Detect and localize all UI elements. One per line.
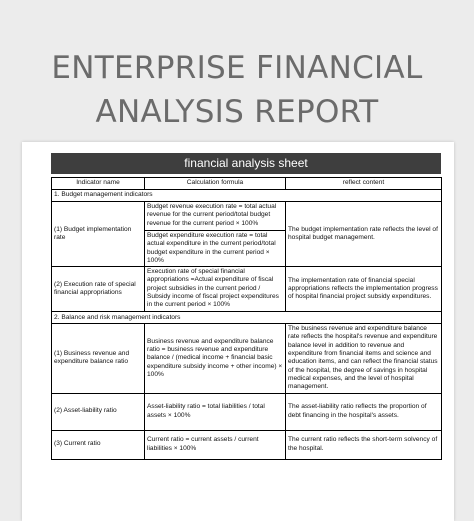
table-row — [52, 430, 442, 459]
section-heading: 2. Balance and risk management indicators — [52, 312, 442, 324]
formula-cell: Business revenue and expenditure balance ratio = business revenue and expenditure balance / (medical income + financial basic expenditure subsidy income + other income) × 100% — [145, 324, 286, 393]
table-row — [52, 202, 442, 231]
indicator-cell: (3) Current ratio — [52, 430, 145, 459]
reflect-cell: The current ratio reflects the short-term solvency of the hospital. — [286, 430, 442, 459]
column-header-reflect: reflect content — [286, 178, 442, 190]
sheet-banner: financial analysis sheet — [51, 153, 441, 174]
table-row — [52, 393, 442, 430]
indicator-cell: (2) Execution rate of special financial appropriations — [52, 267, 145, 312]
report-title-line-2: ANALYSIS REPORT — [95, 94, 379, 130]
formula-cell: Budget revenue execution rate = total actual revenue for the current period/total budget revenue for the current period × 100% — [145, 202, 286, 231]
column-header-indicator: Indicator name — [52, 178, 145, 190]
reflect-cell: The asset-liability ratio reflects the proportion of debt financing in the hospital's assets. — [286, 393, 442, 430]
formula-cell: Current ratio = current assets / current liabilities × 100% — [145, 430, 286, 459]
indicator-cell: (2) Asset-liability ratio — [52, 393, 145, 430]
section-row-budget — [52, 190, 442, 202]
section-row-balance-risk — [52, 312, 442, 324]
table-row — [52, 324, 442, 393]
report-sheet — [22, 142, 454, 521]
table-header-row — [52, 178, 442, 190]
indicator-cell: (1) Business revenue and expenditure balance ratio — [52, 324, 145, 393]
reflect-cell: The business revenue and expenditure balance rate reflects the hospital's revenue and expenditure balance level in addition to revenue and expenditure from financial items and science and education items, and can reflect the financial status of the hospital, the degree of savings in hospital medical expenses, and the level of hospital management. — [286, 324, 442, 393]
column-header-formula: Calculation formula — [145, 178, 286, 190]
financial-analysis-table — [51, 177, 442, 460]
formula-cell: Execution rate of special financial appropriations =Actual expenditure of fiscal project subsidies in the current period / Subsidy income of fiscal project expenditures in the current period × 100% — [145, 267, 286, 312]
report-title — [0, 46, 474, 134]
table-row — [52, 267, 442, 312]
reflect-cell: The implementation rate of financial special appropriations reflects the implementation progress of hospital financial project subsidy expenditures. — [286, 267, 442, 312]
indicator-cell: (1) Budget implementation rate — [52, 202, 145, 267]
formula-cell: Asset-liability ratio = total liabilities / total assets × 100% — [145, 393, 286, 430]
report-title-line-1: ENTERPRISE FINANCIAL — [51, 50, 423, 86]
reflect-cell: The budget implementation rate reflects the level of hospital budget management. — [286, 202, 442, 267]
section-heading: 1. Budget management indicators — [52, 190, 442, 202]
formula-cell: Budget expenditure execution rate = total actual expenditure in the current period/total budget expenditure in the current period × 100% — [145, 231, 286, 267]
